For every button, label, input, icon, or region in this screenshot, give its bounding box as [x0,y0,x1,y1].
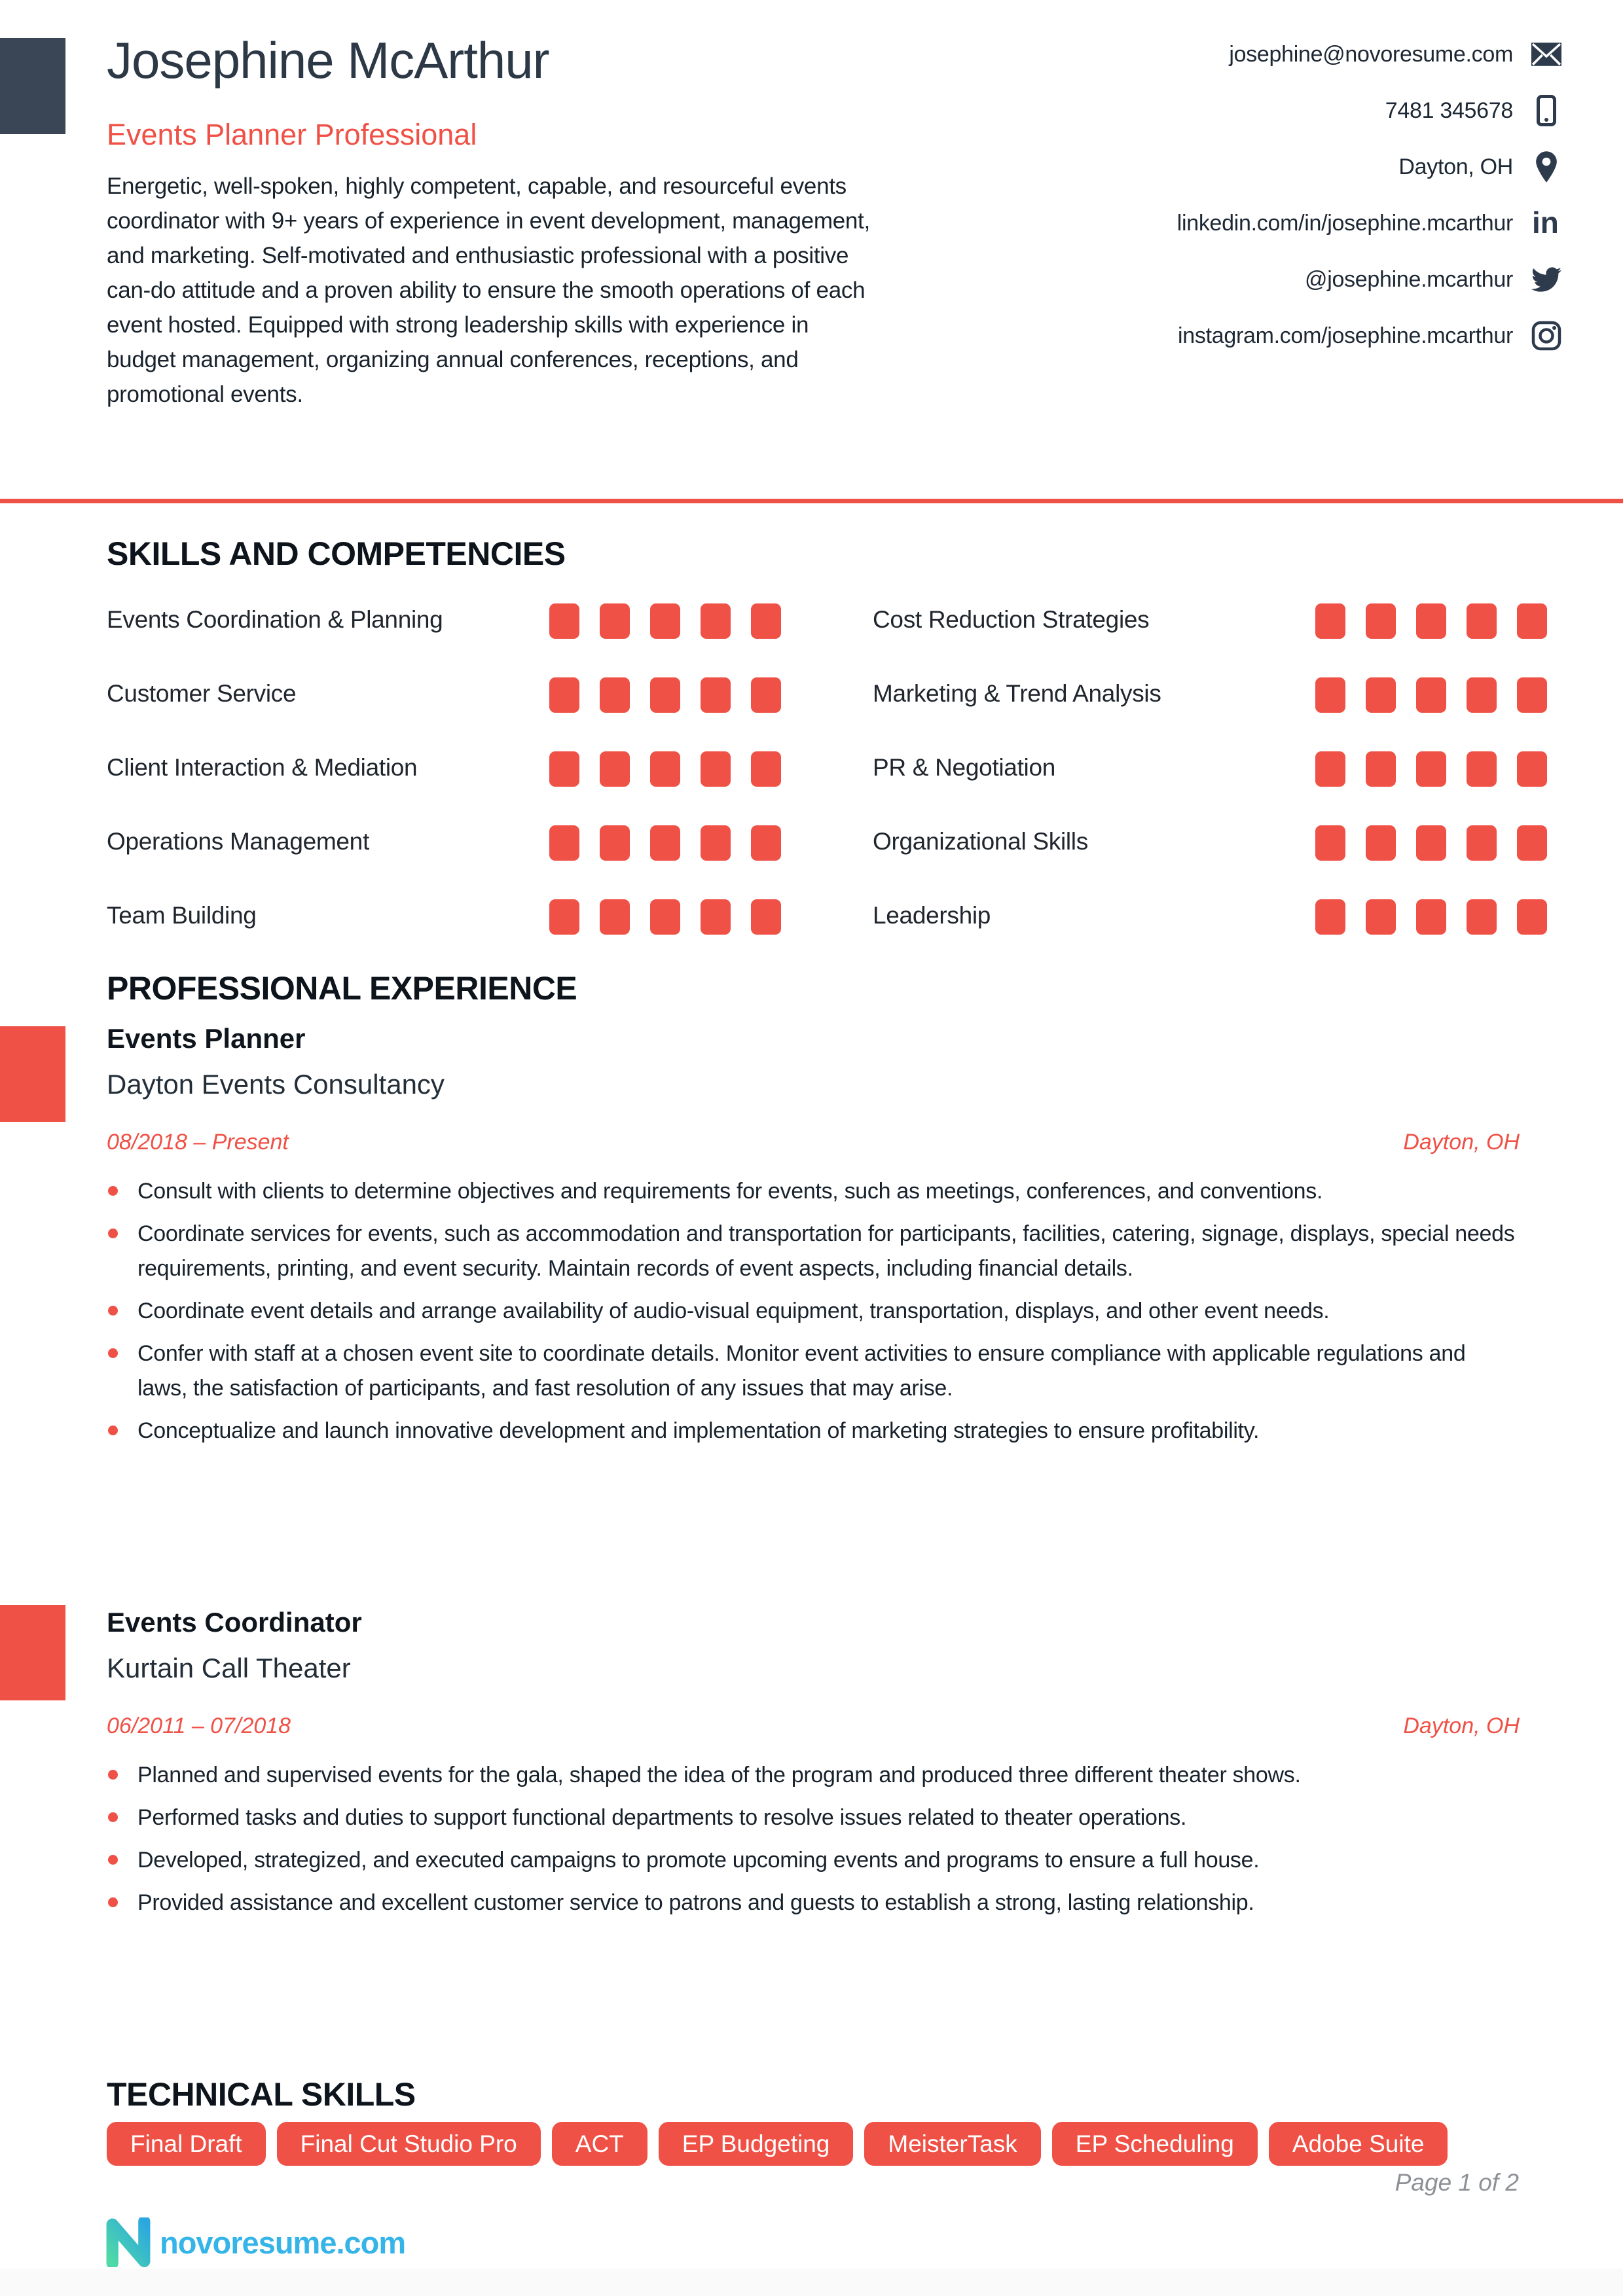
person-name: Josephine McArthur [107,31,549,89]
rating-square [1467,677,1497,713]
brand-logo[interactable] [103,2217,405,2267]
contact-row-linkedin [1177,195,1563,251]
skills-column-right [873,603,1547,973]
skill-row [873,825,1547,899]
rating-square [1315,603,1345,639]
job-company: Kurtain Call Theater [107,1653,351,1683]
location-value: Dayton, OH [1398,154,1513,179]
job-dates: 06/2011 – 07/2018 [107,1713,291,1738]
rating-square [1517,825,1547,861]
linkedin-icon [1530,207,1563,240]
rating-square [650,677,680,713]
rating-square [751,677,781,713]
instagram-value[interactable]: instagram.com/josephine.mcarthur [1178,323,1513,348]
skill-rating [529,825,781,861]
job-title: Events Planner [107,1023,306,1054]
rating-square [549,825,579,861]
skill-rating [529,603,781,639]
rating-square [751,825,781,861]
job-location: Dayton, OH [1403,1713,1520,1738]
rating-square [549,677,579,713]
bullet-item: Planned and supervised events for the gala, shaped the idea of the program and produced three different theater shows. [107,1758,1520,1793]
skill-row [873,603,1547,677]
rating-square [1416,677,1446,713]
twitter-value[interactable]: @josephine.mcarthur [1305,266,1513,292]
skill-rating [1295,825,1547,861]
skill-row [873,751,1547,825]
tech-skill-tag: Adobe Suite [1269,2122,1448,2166]
rating-square [1416,899,1446,935]
rating-square [549,751,579,787]
rating-square [1315,899,1345,935]
rating-square [600,825,630,861]
rating-square [1517,751,1547,787]
email-value[interactable]: josephine@novoresume.com [1229,41,1513,67]
bullet-item: Provided assistance and excellent customer service to patrons and guests to establish a strong, lasting relationship. [107,1886,1520,1920]
job-title: Events Coordinator [107,1607,362,1638]
linkedin-value[interactable]: linkedin.com/in/josephine.mcarthur [1176,210,1513,236]
rating-square [600,603,630,639]
tech-skill-tag: Final Cut Studio Pro [277,2122,541,2166]
tech-skill-tag: EP Scheduling [1052,2122,1258,2166]
skill-label: Cost Reduction Strategies [873,606,1150,633]
skill-label: Client Interaction & Mediation [107,754,418,781]
page-number-label: Page 1 of 2 [1395,2169,1519,2196]
job-meta-row [107,1128,1520,1156]
rating-square [701,603,731,639]
job-accent-bar [0,1026,65,1122]
skill-label: Marketing & Trend Analysis [873,680,1161,707]
job-location: Dayton, OH [1403,1130,1520,1155]
tech-skill-tag: EP Budgeting [659,2122,854,2166]
rating-square [549,603,579,639]
email-icon [1530,38,1563,71]
technical-section-heading: TECHNICAL SKILLS [107,2076,416,2113]
rating-square [1366,751,1396,787]
rating-square [701,899,731,935]
rating-square [650,751,680,787]
contact-row-phone [1177,82,1563,139]
rating-square [1517,603,1547,639]
rating-square [701,825,731,861]
job-meta-row [107,1712,1520,1740]
skill-label: Team Building [107,902,257,929]
skills-column-left [107,603,781,973]
rating-square [1366,899,1396,935]
rating-square [1315,677,1345,713]
job-entry [107,1021,1520,1456]
bottom-strip [0,2269,1623,2296]
rating-square [1315,751,1345,787]
bullet-list [107,1174,1520,1448]
phone-value[interactable]: 7481 345678 [1385,98,1513,123]
skill-label: Operations Management [107,828,369,855]
bullet-item: Conceptualize and launch innovative development and implementation of marketing strategies to ensure profitability. [107,1414,1520,1448]
person-job-title: Events Planner Professional [107,118,477,151]
skill-row [107,825,781,899]
rating-square [1517,677,1547,713]
rating-square [650,825,680,861]
job-company: Dayton Events Consultancy [107,1069,445,1100]
rating-square [1467,825,1497,861]
job-accent-bar [0,1605,65,1700]
rating-square [600,899,630,935]
bullet-item: Performed tasks and duties to support functional departments to resolve issues related to theater operations. [107,1801,1520,1835]
section-divider [0,499,1623,503]
skill-label: Customer Service [107,680,297,707]
bullet-list [107,1758,1520,1920]
tech-skill-tag: Final Draft [107,2122,266,2166]
rating-square [650,899,680,935]
rating-square [1366,677,1396,713]
rating-square [1416,825,1446,861]
contact-row-instagram [1177,308,1563,364]
corner-accent-block [0,38,65,134]
rating-square [1416,751,1446,787]
bullet-item: Consult with clients to determine objectives and requirements for events, such as meetings, conferences, and conventions. [107,1174,1520,1209]
rating-square [1467,751,1497,787]
rating-square [549,899,579,935]
rating-square [650,603,680,639]
rating-square [1366,603,1396,639]
rating-square [1467,603,1497,639]
skill-label: PR & Negotiation [873,754,1056,781]
skill-row [107,603,781,677]
contact-list [1177,26,1563,364]
brand-text: novoresume.com [160,2225,406,2260]
novoresume-n-icon [103,2217,153,2267]
bullet-item: Coordinate services for events, such as accommodation and transportation for participants, facilities, catering, signage, displays, special needs requirements, printing, and event security. Maintain records of event aspects, including financial details. [107,1217,1520,1286]
skills-section-heading: SKILLS AND COMPETENCIES [107,535,566,572]
skill-rating [529,899,781,935]
skill-row [107,751,781,825]
skill-rating [1295,677,1547,713]
twitter-icon [1530,263,1563,296]
rating-square [600,677,630,713]
skill-row [873,899,1547,973]
experience-section-heading: PROFESSIONAL EXPERIENCE [107,970,577,1007]
instagram-icon [1530,319,1563,352]
tech-skill-tag: MeisterTask [864,2122,1040,2166]
rating-square [1517,899,1547,935]
contact-row-email [1177,26,1563,82]
bullet-item: Developed, strategized, and executed campaigns to promote upcoming events and programs to ensure a full house. [107,1843,1520,1878]
contact-row-location [1177,139,1563,195]
rating-square [1467,899,1497,935]
skill-label: Organizational Skills [873,828,1088,855]
skill-rating [1295,603,1547,639]
location-icon [1530,151,1563,183]
skill-row [873,677,1547,751]
job-dates: 08/2018 – Present [107,1130,289,1155]
tech-skill-tag: ACT [552,2122,647,2166]
skill-row [107,899,781,973]
skill-rating [1295,751,1547,787]
tech-skill-tags [107,2122,1521,2166]
job-entry [107,1605,1520,1928]
skill-row [107,677,781,751]
skill-label: Leadership [873,902,991,929]
skill-rating [529,677,781,713]
contact-row-twitter [1177,251,1563,308]
skill-rating [1295,899,1547,935]
phone-icon [1530,94,1563,127]
rating-square [600,751,630,787]
rating-square [1315,825,1345,861]
profile-summary: Energetic, well-spoken, highly competent, capable, and resourceful events coordinator with 9+ years of experience in event development, management, and marketing. Self-motivated and enthusiastic professional with a positive can-do attitude and a proven ability to ensure the smooth operations of each event hosted. Equipped with strong leadership skills with experience in budget management, organizing annual conferences, receptions, and promotional events. [107,173,870,407]
skill-rating [529,751,781,787]
bullet-item: Coordinate event details and arrange availability of audio-visual equipment, transportation, displays, and other event needs. [107,1294,1520,1329]
rating-square [701,677,731,713]
rating-square [1416,603,1446,639]
rating-square [751,899,781,935]
rating-square [701,751,731,787]
rating-square [1366,825,1396,861]
bullet-item: Confer with staff at a chosen event site to coordinate details. Monitor event activities to ensure compliance with applicable regulations and laws, the satisfaction of participants, and fast resolution of any issues that may arise. [107,1336,1520,1406]
rating-square [751,751,781,787]
svg-text:in: in [1532,208,1559,238]
skill-label: Events Coordination & Planning [107,606,443,633]
rating-square [751,603,781,639]
